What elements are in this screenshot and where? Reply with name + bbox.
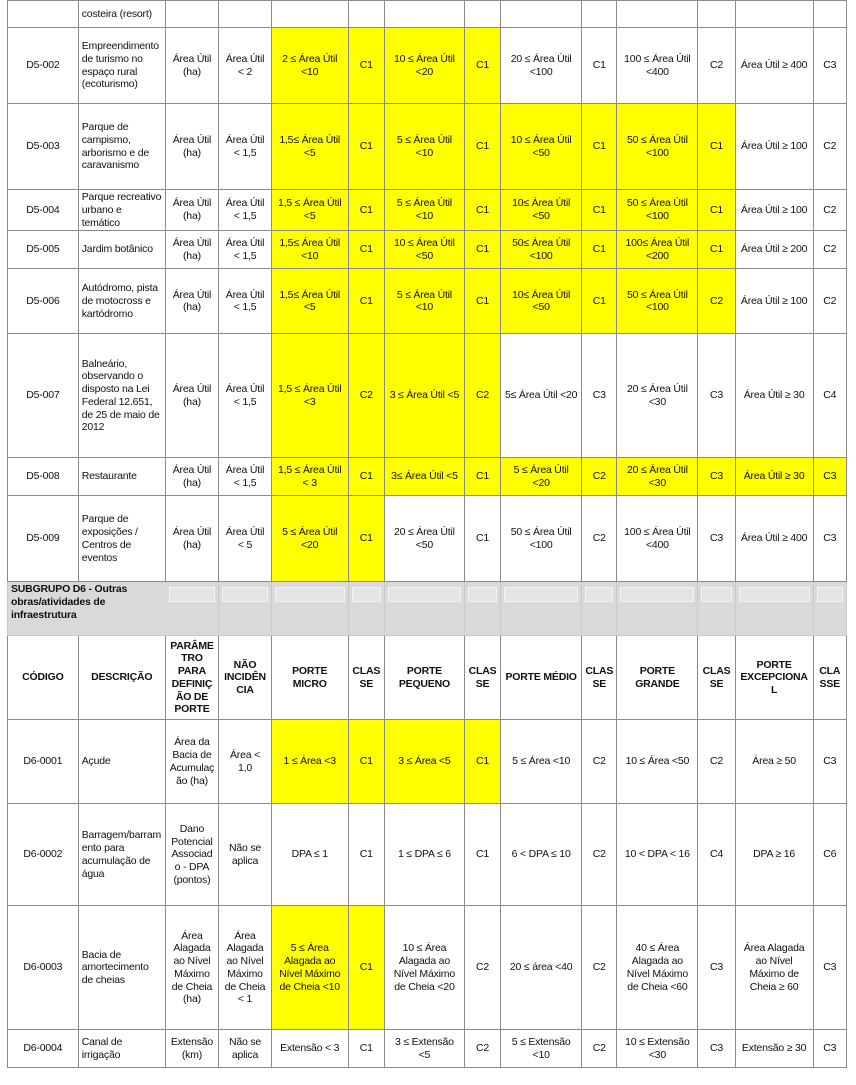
nao-incidencia-cell: Área Útil < 1,5 <box>219 458 272 496</box>
table-row <box>8 190 847 231</box>
classe-medio-cell <box>582 1 617 28</box>
subgroup-d6-heading <box>8 582 847 720</box>
empty-cell <box>219 582 272 636</box>
empty-cell <box>271 582 348 636</box>
porte-micro-cell: 1,5 ≤ Área Útil < 3 <box>271 458 348 496</box>
porte-pequeno-cell <box>384 1 464 28</box>
porte-micro-cell: DPA ≤ 1 <box>271 804 348 906</box>
nao-incidencia-cell: Área Útil < 2 <box>219 28 272 104</box>
classe-micro-cell: C1 <box>348 1030 384 1068</box>
porte-medio-cell: 20 ≤ Área Útil <100 <box>501 28 582 104</box>
nao-incidencia-cell: Área Alagada ao Nível Máximo de Cheia < 1 <box>219 906 272 1030</box>
table-row <box>8 104 847 190</box>
header-classe-micro: CLASSE <box>348 636 384 720</box>
classe-pequeno-cell: C1 <box>464 190 500 231</box>
description-cell: Canal de irrigação <box>78 1030 165 1068</box>
porte-medio-cell: 10 ≤ Área Útil <50 <box>501 104 582 190</box>
code-cell: D5-009 <box>8 496 79 582</box>
porte-excepcional-cell: Área Útil ≥ 30 <box>735 334 813 458</box>
code-cell: D5-006 <box>8 269 79 334</box>
classe-micro-cell: C1 <box>348 190 384 231</box>
header-porte-grande: PORTE GRANDE <box>617 636 698 720</box>
empty-cell <box>384 582 464 636</box>
porte-pequeno-cell: 3 ≤ Extensão <5 <box>384 1030 464 1068</box>
description-cell: Parque recreativo urbano e temático <box>78 190 165 231</box>
empty-cell <box>501 582 582 636</box>
porte-excepcional-cell <box>735 1 813 28</box>
empty-cell <box>735 582 813 636</box>
classe-micro-cell: C2 <box>348 334 384 458</box>
parameter-cell <box>165 1 219 28</box>
porte-medio-cell: 10≤ Área Útil <50 <box>501 269 582 334</box>
description-cell: costeira (resort) <box>78 1 165 28</box>
empty-cell <box>698 582 735 636</box>
porte-grande-cell: 100 ≤ Área Útil <400 <box>617 28 698 104</box>
table-row <box>8 28 847 104</box>
porte-micro-cell: 1,5≤ Área Útil <5 <box>271 104 348 190</box>
porte-pequeno-cell: 1 ≤ DPA ≤ 6 <box>384 804 464 906</box>
header-porte-pequeno: PORTE PEQUENO <box>384 636 464 720</box>
classe-medio-cell: C1 <box>582 269 617 334</box>
classe-excepcional-cell: C2 <box>813 269 846 334</box>
porte-excepcional-cell: Área Útil ≥ 100 <box>735 269 813 334</box>
table-row <box>8 458 847 496</box>
porte-pequeno-cell: 10 ≤ Área Alagada ao Nível Máximo de Cheia <20 <box>384 906 464 1030</box>
classe-pequeno-cell: C1 <box>464 231 500 269</box>
header-porte-medio: PORTE MÉDIO <box>501 636 582 720</box>
porte-micro-cell: 2 ≤ Área Útil <10 <box>271 28 348 104</box>
description-cell: Parque de campismo, arborismo e de caravanismo <box>78 104 165 190</box>
subgroup-d6-rows <box>8 720 847 1068</box>
porte-grande-cell: 100≤ Área Útil <200 <box>617 231 698 269</box>
porte-grande-cell: 50 ≤ Área Útil <100 <box>617 104 698 190</box>
porte-medio-cell: 20 ≤ área <40 <box>501 906 582 1030</box>
porte-pequeno-cell: 5 ≤ Área Útil <10 <box>384 190 464 231</box>
classe-pequeno-cell: C1 <box>464 496 500 582</box>
porte-medio-cell: 10≤ Área Útil <50 <box>501 190 582 231</box>
classe-grande-cell: C1 <box>698 190 735 231</box>
porte-grande-cell: 50 ≤ Área Útil <100 <box>617 269 698 334</box>
classe-pequeno-cell: C2 <box>464 334 500 458</box>
nao-incidencia-cell: Área Útil < 1,5 <box>219 104 272 190</box>
classe-micro-cell: C1 <box>348 458 384 496</box>
classe-pequeno-cell: C1 <box>464 104 500 190</box>
code-cell: D5-008 <box>8 458 79 496</box>
classe-excepcional-cell: C2 <box>813 231 846 269</box>
description-cell: Açude <box>78 720 165 804</box>
classe-pequeno-cell: C2 <box>464 906 500 1030</box>
description-cell: Balneário, observando o disposto na Lei Federal 12.651, de 25 de maio de 2012 <box>78 334 165 458</box>
parameter-cell: Área da Bacia de Acumulação (ha) <box>165 720 219 804</box>
porte-excepcional-cell: Área Útil ≥ 30 <box>735 458 813 496</box>
classe-micro-cell <box>348 1 384 28</box>
header-porte-excepcional: PORTE EXCEPCIONAL <box>735 636 813 720</box>
empty-cell <box>813 582 846 636</box>
table-row <box>8 334 847 458</box>
classe-grande-cell <box>698 1 735 28</box>
classe-excepcional-cell: C3 <box>813 1030 846 1068</box>
code-cell: D5-003 <box>8 104 79 190</box>
header-descricao: DESCRIÇÃO <box>78 636 165 720</box>
parameter-cell: Área Útil (ha) <box>165 231 219 269</box>
porte-excepcional-cell: Área Útil ≥ 100 <box>735 104 813 190</box>
porte-micro-cell: Extensão < 3 <box>271 1030 348 1068</box>
code-cell <box>8 1 79 28</box>
classe-pequeno-cell: C1 <box>464 28 500 104</box>
porte-micro-cell: 1,5 ≤ Área Útil <5 <box>271 190 348 231</box>
classe-excepcional-cell: C3 <box>813 458 846 496</box>
classe-medio-cell: C1 <box>582 28 617 104</box>
classe-excepcional-cell: C2 <box>813 190 846 231</box>
porte-medio-cell: 50≤ Área Útil <100 <box>501 231 582 269</box>
classe-excepcional-cell: C3 <box>813 28 846 104</box>
classe-grande-cell: C3 <box>698 458 735 496</box>
porte-pequeno-cell: 3≤ Área Útil <5 <box>384 458 464 496</box>
classe-pequeno-cell: C1 <box>464 804 500 906</box>
classe-medio-cell: C1 <box>582 231 617 269</box>
table-row <box>8 1030 847 1068</box>
empty-cell <box>165 582 219 636</box>
nao-incidencia-cell <box>219 1 272 28</box>
subgroup-row <box>8 582 847 636</box>
empty-cell <box>582 582 617 636</box>
porte-micro-cell: 5 ≤ Área Útil <20 <box>271 496 348 582</box>
classe-pequeno-cell <box>464 1 500 28</box>
parameter-cell: Área Útil (ha) <box>165 28 219 104</box>
code-cell: D6-0004 <box>8 1030 79 1068</box>
classe-medio-cell: C3 <box>582 334 617 458</box>
porte-micro-cell: 1 ≤ Área <3 <box>271 720 348 804</box>
porte-excepcional-cell: Extensão ≥ 30 <box>735 1030 813 1068</box>
porte-excepcional-cell: Área ≥ 50 <box>735 720 813 804</box>
porte-micro-cell: 1,5≤ Área Útil <5 <box>271 269 348 334</box>
porte-grande-cell: 40 ≤ Área Alagada ao Nível Máximo de Cheia <60 <box>617 906 698 1030</box>
description-cell: Jardim botânico <box>78 231 165 269</box>
header-nao-incidencia: NÃO INCIDÊNCIA <box>219 636 272 720</box>
header-classe-pequeno: CLASSE <box>464 636 500 720</box>
description-cell: Barragem/barramento para acumulação de água <box>78 804 165 906</box>
porte-medio-cell <box>501 1 582 28</box>
classe-grande-cell: C2 <box>698 28 735 104</box>
classe-micro-cell: C1 <box>348 104 384 190</box>
porte-excepcional-cell: Área Útil ≥ 200 <box>735 231 813 269</box>
porte-micro-cell: 1,5 ≤ Área Útil <3 <box>271 334 348 458</box>
nao-incidencia-cell: Área Útil < 1,5 <box>219 231 272 269</box>
subgroup-label: SUBGRUPO D6 - Outras obras/atividades de infraestrutura <box>8 582 166 636</box>
parameter-cell: Área Alagada ao Nível Máximo de Cheia (ha) <box>165 906 219 1030</box>
porte-micro-cell: 1,5≤ Área Útil <10 <box>271 231 348 269</box>
classe-medio-cell: C2 <box>582 906 617 1030</box>
porte-grande-cell: 100 ≤ Área Útil <400 <box>617 496 698 582</box>
classe-grande-cell: C2 <box>698 720 735 804</box>
classe-micro-cell: C1 <box>348 496 384 582</box>
porte-medio-cell: 5≤ Área Útil <20 <box>501 334 582 458</box>
description-cell: Autódromo, pista de motocross e kartódromo <box>78 269 165 334</box>
code-cell: D5-007 <box>8 334 79 458</box>
table-row <box>8 231 847 269</box>
nao-incidencia-cell: Área Útil < 1,5 <box>219 269 272 334</box>
parameter-cell: Área Útil (ha) <box>165 334 219 458</box>
porte-excepcional-cell: Área Útil ≥ 400 <box>735 496 813 582</box>
classe-pequeno-cell: C1 <box>464 720 500 804</box>
code-cell: D6-0003 <box>8 906 79 1030</box>
classe-medio-cell: C2 <box>582 804 617 906</box>
classe-medio-cell: C2 <box>582 1030 617 1068</box>
parameter-cell: Área Útil (ha) <box>165 269 219 334</box>
porte-grande-cell: 10 ≤ Área <50 <box>617 720 698 804</box>
porte-grande-cell: 50 ≤ Área Útil <100 <box>617 190 698 231</box>
nao-incidencia-cell: Área Útil < 1,5 <box>219 334 272 458</box>
parameter-cell: Área Útil (ha) <box>165 458 219 496</box>
porte-grande-cell: 20 ≤ Área Útil <30 <box>617 334 698 458</box>
column-header-row <box>8 636 847 720</box>
porte-excepcional-cell: Área Alagada ao Nível Máximo de Cheia ≥ 60 <box>735 906 813 1030</box>
parameter-cell: Dano Potencial Associado - DPA (pontos) <box>165 804 219 906</box>
classe-medio-cell: C1 <box>582 104 617 190</box>
table-row <box>8 496 847 582</box>
classe-micro-cell: C1 <box>348 28 384 104</box>
classe-medio-cell: C2 <box>582 458 617 496</box>
table-row <box>8 906 847 1030</box>
classe-excepcional-cell: C2 <box>813 104 846 190</box>
classe-excepcional-cell: C3 <box>813 906 846 1030</box>
empty-cell <box>617 582 698 636</box>
classe-excepcional-cell: C3 <box>813 720 846 804</box>
description-cell: Restaurante <box>78 458 165 496</box>
porte-excepcional-cell: Área Útil ≥ 400 <box>735 28 813 104</box>
code-cell: D6-0001 <box>8 720 79 804</box>
header-classe-medio: CLASSE <box>582 636 617 720</box>
header-parametro: PARÂMETRO PARA DEFINIÇÃO DE PORTE <box>165 636 219 720</box>
classe-pequeno-cell: C2 <box>464 1030 500 1068</box>
classe-pequeno-cell: C1 <box>464 269 500 334</box>
nao-incidencia-cell: Não se aplica <box>219 804 272 906</box>
classe-excepcional-cell: C3 <box>813 496 846 582</box>
classe-micro-cell: C1 <box>348 906 384 1030</box>
porte-pequeno-cell: 10 ≤ Área Útil <50 <box>384 231 464 269</box>
classe-micro-cell: C1 <box>348 720 384 804</box>
classe-grande-cell: C4 <box>698 804 735 906</box>
classe-grande-cell: C3 <box>698 906 735 1030</box>
code-cell: D5-005 <box>8 231 79 269</box>
parameter-cell: Área Útil (ha) <box>165 190 219 231</box>
porte-grande-cell: 20 ≤ Área Útil <30 <box>617 458 698 496</box>
porte-medio-cell: 5 ≤ Área Útil <20 <box>501 458 582 496</box>
table-row <box>8 1 847 28</box>
classe-pequeno-cell: C1 <box>464 458 500 496</box>
nao-incidencia-cell: Área < 1,0 <box>219 720 272 804</box>
description-cell: Bacia de amortecimento de cheias <box>78 906 165 1030</box>
porte-medio-cell: 6 < DPA ≤ 10 <box>501 804 582 906</box>
porte-medio-cell: 5 ≤ Extensão <10 <box>501 1030 582 1068</box>
subgroup-d5-rows <box>8 1 847 582</box>
porte-grande-cell <box>617 1 698 28</box>
classe-grande-cell: C3 <box>698 1030 735 1068</box>
nao-incidencia-cell: Área Útil < 1,5 <box>219 190 272 231</box>
description-cell: Empreendimento de turismo no espaço rural (ecoturismo) <box>78 28 165 104</box>
classe-grande-cell: C2 <box>698 269 735 334</box>
porte-grande-cell: 10 < DPA < 16 <box>617 804 698 906</box>
header-porte-micro: PORTE MICRO <box>271 636 348 720</box>
header-classe-excepcional: CLASSE <box>813 636 846 720</box>
classe-medio-cell: C2 <box>582 496 617 582</box>
nao-incidencia-cell: Não se aplica <box>219 1030 272 1068</box>
table-row <box>8 720 847 804</box>
classe-grande-cell: C1 <box>698 231 735 269</box>
classe-excepcional-cell <box>813 1 846 28</box>
classe-grande-cell: C3 <box>698 496 735 582</box>
parameter-cell: Extensão (km) <box>165 1030 219 1068</box>
classe-grande-cell: C1 <box>698 104 735 190</box>
header-codigo: CÓDIGO <box>8 636 79 720</box>
porte-medio-cell: 50 ≤ Área Útil <100 <box>501 496 582 582</box>
empty-cell <box>464 582 500 636</box>
classe-excepcional-cell: C4 <box>813 334 846 458</box>
porte-micro-cell: 5 ≤ Área Alagada ao Nível Máximo de Cheia <10 <box>271 906 348 1030</box>
porte-pequeno-cell: 10 ≤ Área Útil <20 <box>384 28 464 104</box>
porte-excepcional-cell: DPA ≥ 16 <box>735 804 813 906</box>
code-cell: D5-004 <box>8 190 79 231</box>
porte-pequeno-cell: 20 ≤ Área Útil <50 <box>384 496 464 582</box>
classe-medio-cell: C2 <box>582 720 617 804</box>
table-row <box>8 804 847 906</box>
porte-grande-cell: 10 ≤ Extensão <30 <box>617 1030 698 1068</box>
code-cell: D6-0002 <box>8 804 79 906</box>
porte-pequeno-cell: 3 ≤ Área <5 <box>384 720 464 804</box>
classe-micro-cell: C1 <box>348 269 384 334</box>
porte-pequeno-cell: 3 ≤ Área Útil <5 <box>384 334 464 458</box>
parameter-cell: Área Útil (ha) <box>165 104 219 190</box>
porte-pequeno-cell: 5 ≤ Área Útil <10 <box>384 104 464 190</box>
document-page <box>7 0 847 1068</box>
classe-excepcional-cell: C6 <box>813 804 846 906</box>
classe-grande-cell: C3 <box>698 334 735 458</box>
nao-incidencia-cell: Área Útil < 5 <box>219 496 272 582</box>
parameter-cell: Área Útil (ha) <box>165 496 219 582</box>
empty-cell <box>348 582 384 636</box>
classe-micro-cell: C1 <box>348 231 384 269</box>
porte-medio-cell: 5 ≤ Área <10 <box>501 720 582 804</box>
porte-excepcional-cell: Área Útil ≥ 100 <box>735 190 813 231</box>
porte-micro-cell <box>271 1 348 28</box>
code-cell: D5-002 <box>8 28 79 104</box>
classe-micro-cell: C1 <box>348 804 384 906</box>
classe-medio-cell: C1 <box>582 190 617 231</box>
porte-pequeno-cell: 5 ≤ Área Útil <10 <box>384 269 464 334</box>
table-row <box>8 269 847 334</box>
porte-classification-table <box>7 0 847 1068</box>
description-cell: Parque de exposições / Centros de eventos <box>78 496 165 582</box>
header-classe-grande: CLASSE <box>698 636 735 720</box>
